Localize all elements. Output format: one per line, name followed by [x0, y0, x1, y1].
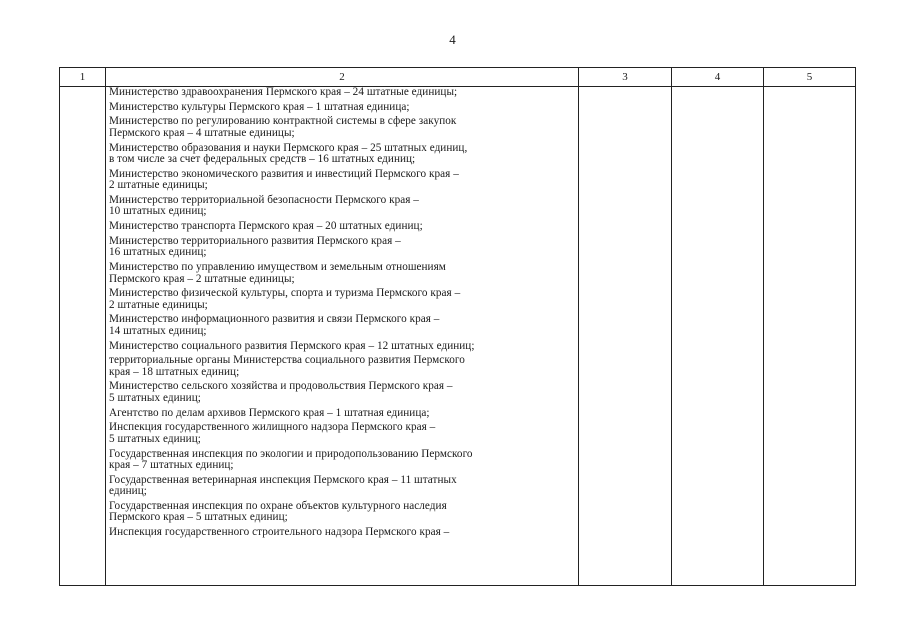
cell-column-4 [672, 87, 764, 586]
list-item [109, 221, 576, 233]
entry-line: Министерство территориального развития Пермского края – [109, 234, 401, 247]
entries-list [106, 87, 578, 585]
page-number: 4 [449, 32, 456, 47]
list-item [109, 381, 576, 404]
entry-line: Инспекция государственного строительного надзора Пермского края – [109, 526, 450, 539]
entry-line: Министерство социального развития Пермского края – 12 штатных единиц; [109, 339, 475, 352]
list-item [109, 102, 576, 114]
entry-line: 5 штатных единиц; [109, 391, 201, 404]
list-item [109, 288, 576, 311]
entry-line: Государственная инспекция по экологии и природопользованию Пермского [109, 447, 473, 460]
list-item [109, 169, 576, 192]
column-header-3: 3 [579, 68, 672, 87]
column-header-1: 1 [60, 68, 106, 87]
list-item [109, 501, 576, 524]
entry-line: Агентство по делам архивов Пермского края – 1 штатная единица; [109, 406, 430, 419]
list-item [109, 422, 576, 445]
list-item [109, 527, 576, 539]
entry-line: Министерство информационного развития и связи Пермского края – [109, 313, 440, 326]
entry-line: края – 18 штатных единиц; [109, 365, 240, 378]
list-item [109, 116, 576, 139]
entry-line: Министерство образования и науки Пермского края – 25 штатных единиц, [109, 141, 468, 154]
entry-line: Министерство по регулированию контрактной системы в сфере закупок [109, 115, 457, 128]
entry-line: Министерство сельского хозяйства и продовольствия Пермского края – [109, 380, 453, 393]
entry-line: Государственная ветеринарная инспекция Пермского края – 11 штатных [109, 473, 457, 486]
entry-line: Министерство территориальной безопасности Пермского края – [109, 193, 419, 206]
entry-line: Министерство по управлению имуществом и земельным отношениям [109, 261, 446, 273]
entry-line: края – 7 штатных единиц; [109, 459, 234, 471]
entry-line: 16 штатных единиц; [109, 246, 207, 259]
entry-line: 5 штатных единиц; [109, 432, 201, 445]
table-body-row [60, 87, 856, 586]
entry-line: 10 штатных единиц; [109, 205, 207, 218]
list-item [109, 87, 576, 99]
list-item [109, 475, 576, 498]
list-item [109, 262, 576, 285]
cell-column-3 [579, 87, 672, 586]
staff-allocation-table [59, 67, 856, 586]
entry-line: единиц; [109, 485, 147, 498]
column-header-4: 4 [672, 68, 764, 87]
entry-line: Министерство физической культуры, спорта и туризма Пермского края – [109, 287, 461, 300]
column-header-5: 5 [764, 68, 856, 87]
list-item [109, 314, 576, 337]
list-item [109, 195, 576, 218]
cell-column-2 [106, 87, 579, 586]
table-header-row [60, 68, 856, 87]
list-item [109, 143, 576, 166]
list-item [109, 408, 576, 420]
entry-line: Пермского края – 2 штатные единицы; [109, 272, 295, 285]
entry-line: Министерство здравоохранения Пермского края – 24 штатные единицы; [109, 87, 458, 98]
entry-line: в том числе за счет федеральных средств – 16 штатных единиц; [109, 153, 416, 166]
list-item [109, 449, 576, 472]
entry-line: 14 штатных единиц; [109, 324, 207, 337]
entry-line: Министерство транспорта Пермского края – 20 штатных единиц; [109, 220, 423, 233]
entry-line: Министерство экономического развития и инвестиций Пермского края – [109, 167, 459, 180]
list-item [109, 355, 576, 378]
entry-line: территориальные органы Министерства социального развития Пермского [109, 354, 465, 367]
entry-line: Инспекция государственного жилищного надзора Пермского края – [109, 421, 436, 434]
entry-line: 2 штатные единицы; [109, 298, 208, 311]
entry-line: Государственная инспекция по охране объектов культурного наследия [109, 499, 447, 512]
entry-line: Пермского края – 4 штатные единицы; [109, 126, 295, 139]
cell-column-5 [764, 87, 856, 586]
list-item [109, 341, 576, 353]
entry-line: 2 штатные единицы; [109, 179, 208, 192]
list-item [109, 236, 576, 259]
cell-column-1 [60, 87, 106, 586]
entry-line: Пермского края – 5 штатных единиц; [109, 511, 288, 524]
entry-line: Министерство культуры Пермского края – 1 штатная единица; [109, 100, 410, 113]
column-header-2: 2 [106, 68, 579, 87]
